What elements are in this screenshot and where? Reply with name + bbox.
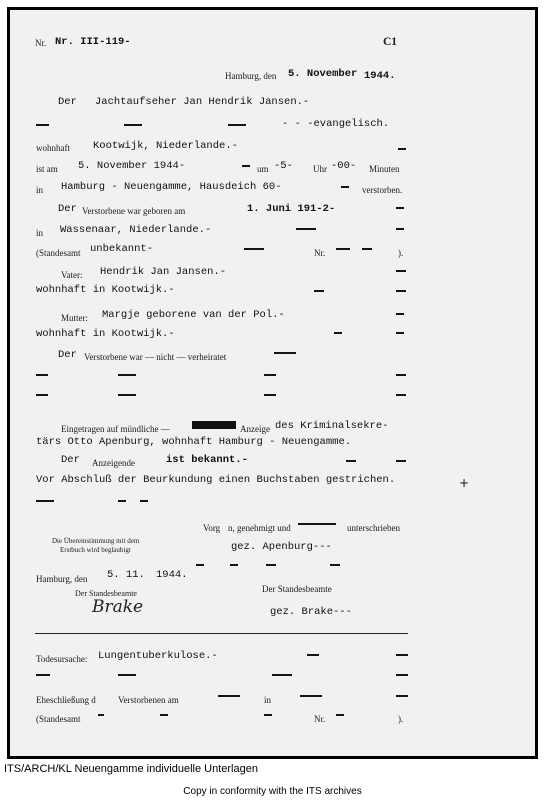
cert-year: 1944. bbox=[156, 569, 188, 581]
cert-place: Hamburg, den bbox=[36, 574, 88, 584]
deceased-prefix: Der bbox=[58, 96, 77, 108]
form-code: C1 bbox=[383, 36, 398, 48]
margin-cross-mark: + bbox=[459, 476, 470, 490]
birth-label: Verstorbene war geboren am bbox=[82, 206, 186, 216]
deceased-name: Jachtaufseher Jan Hendrik Jansen.- bbox=[95, 96, 310, 108]
died-label: ist am bbox=[36, 164, 58, 174]
registrar-signature: Brake bbox=[92, 597, 144, 617]
marriage-label: Eheschließung d bbox=[36, 695, 96, 705]
birth-registry-label: (Standesamt bbox=[36, 248, 81, 258]
cause-of-death: Lungentuberkulose.- bbox=[98, 650, 218, 662]
mother-label: Mutter: bbox=[61, 313, 88, 323]
death-minute: -00- bbox=[331, 160, 357, 172]
birth-prefix: Der bbox=[58, 203, 77, 215]
registration-label-end: Anzeige bbox=[240, 424, 270, 434]
signed-label: unterschrieben bbox=[347, 523, 400, 533]
deceased-religion: - - -evangelisch. bbox=[282, 118, 390, 130]
informant-line-2: tärs Otto Apenburg, wohnhaft Hamburg - Neuengamme. bbox=[36, 436, 352, 448]
record-number: Nr. III-119- bbox=[55, 36, 131, 48]
time-um-label: um bbox=[257, 164, 269, 174]
redaction-mark bbox=[192, 421, 236, 429]
marital-prefix: Der bbox=[58, 349, 77, 361]
time-minuten-label: Minuten bbox=[369, 164, 400, 174]
known-prefix: Der bbox=[61, 454, 80, 466]
known-label: Anzeigende bbox=[92, 458, 135, 468]
place-date-label: Hamburg, den bbox=[225, 71, 277, 81]
copy-note: Copy in conformity with the ITS archives bbox=[183, 786, 362, 797]
marriage-nr-label: Nr. bbox=[314, 714, 326, 724]
marriage-registry-close: ). bbox=[398, 714, 404, 724]
archive-reference: ITS/ARCH/KL Neuengamme individuelle Unterlagen bbox=[4, 763, 258, 775]
known-value: ist bekannt.- bbox=[166, 454, 248, 466]
death-place-in: in bbox=[36, 185, 44, 195]
conformity-line-1: Die Übereinstimmung mit dem bbox=[52, 537, 140, 545]
birth-place: Wassenaar, Niederlande.- bbox=[60, 224, 212, 236]
time-uhr-label: Uhr bbox=[313, 164, 327, 174]
register-year: 1944. bbox=[364, 70, 396, 82]
registrar-signed: gez. Brake--- bbox=[270, 606, 352, 618]
read-label-2: n, genehmigt und bbox=[228, 523, 291, 533]
father-name: Hendrik Jan Jansen.- bbox=[100, 266, 227, 278]
death-date: 5. November 1944- bbox=[78, 160, 186, 172]
birth-nr-label: Nr. bbox=[314, 248, 326, 258]
document-scan bbox=[7, 7, 538, 759]
deceased-residence: Kootwijk, Niederlande.- bbox=[93, 140, 238, 152]
death-hour: -5- bbox=[274, 160, 293, 172]
marriage-registry-label: (Standesamt bbox=[36, 714, 81, 724]
read-label: Vorg bbox=[203, 523, 221, 533]
informant-line-1: des Kriminalsekre- bbox=[275, 420, 389, 432]
mother-residence: wohnhaft in Kootwijk.- bbox=[36, 328, 175, 340]
correction-note: Vor Abschluß der Beurkundung einen Buchstaben gestrichen. bbox=[36, 474, 396, 486]
record-number-label: Nr. bbox=[35, 38, 47, 48]
cause-label: Todesursache: bbox=[36, 654, 88, 664]
conformity-line-2: Erstbuch wird beglaubigt bbox=[60, 546, 131, 554]
birth-registry: unbekannt- bbox=[90, 243, 154, 255]
died-verb: verstorben. bbox=[362, 185, 403, 195]
marital-status: Verstorbene war — nicht — verheiratet bbox=[84, 352, 227, 362]
birth-date: 1. Juni 191-2- bbox=[247, 203, 336, 215]
death-place: Hamburg - Neuengamme, Hausdeich 60- bbox=[61, 181, 282, 193]
marriage-label-2: Verstorbenen am bbox=[118, 695, 179, 705]
residence-label: wohnhaft bbox=[36, 143, 70, 153]
mother-name: Margje geborene van der Pol.- bbox=[102, 309, 285, 321]
birth-registry-close: ). bbox=[398, 248, 404, 258]
father-residence: wohnhaft in Kootwijk.- bbox=[36, 284, 175, 296]
signer-name: gez. Apenburg--- bbox=[231, 541, 332, 553]
registration-label: Eingetragen auf mündliche — bbox=[61, 424, 170, 434]
registrar-label-right: Der Standesbeamte bbox=[262, 584, 332, 594]
birth-place-in: in bbox=[36, 228, 44, 238]
section-divider bbox=[35, 633, 408, 634]
register-date: 5. November bbox=[288, 68, 358, 80]
marriage-in: in bbox=[264, 695, 272, 705]
cert-date: 5. 11. bbox=[107, 569, 145, 581]
father-label: Vater: bbox=[61, 270, 83, 280]
registrar-label-left: Der Standesbeamte bbox=[75, 589, 137, 598]
